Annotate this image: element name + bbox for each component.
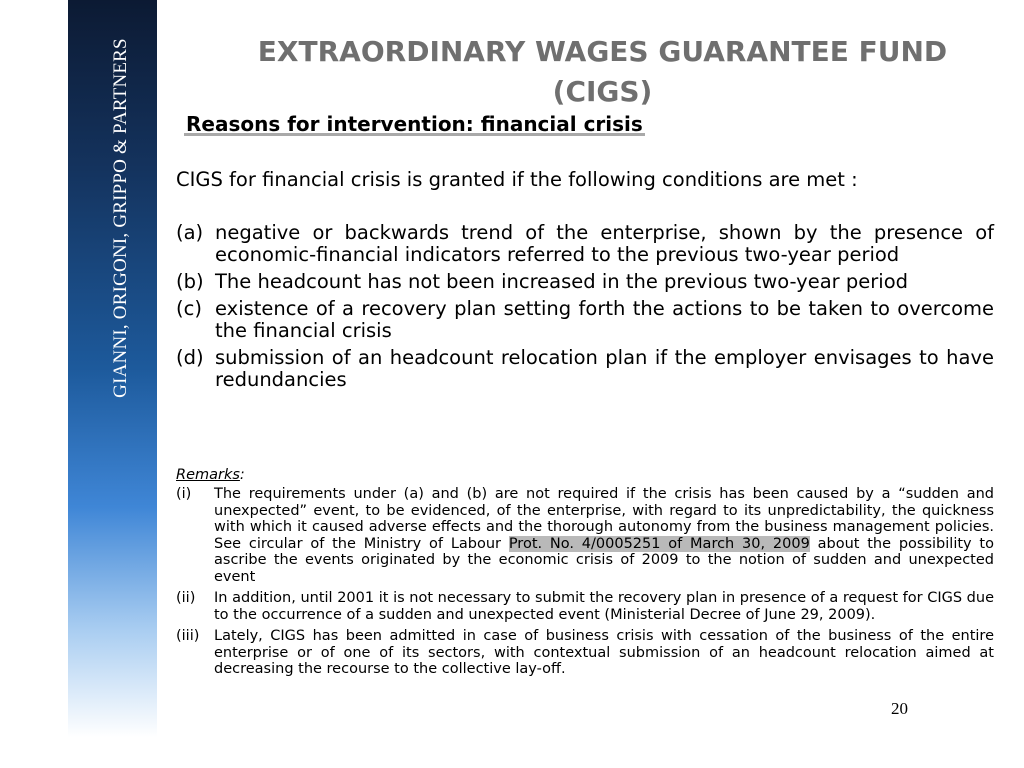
condition-marker: (d) (176, 346, 204, 369)
slide-subtitle: Reasons for intervention: financial crisis (186, 112, 643, 136)
remarks-heading (176, 465, 245, 485)
title-line-1: EXTRAORDINARY WAGES GUARANTEE FUND (257, 35, 948, 68)
sidebar-firm-name (110, 38, 131, 398)
remark-text-after: about the possibility to ascribe the events originated by the economic crisis of 2009 to the notion of sudden and unexpected event (214, 535, 994, 585)
remark-text: In addition, until 2001 it is not necessary to submit the recovery plan in presence of a request for CIGS due to the occurrence of a sudden and unexpected event (Ministerial Decree of June 29, 2009). (214, 590, 994, 623)
condition-marker: (a) (176, 221, 204, 244)
remark-item-iii (176, 628, 994, 678)
remark-item-ii (176, 590, 994, 623)
title-line-2: (CIGS) (552, 75, 653, 108)
firm-name-text: GIANNI, ORIGONI, GRIPPO & PARTNERS (110, 38, 131, 398)
remark-text: Lately, CIGS has been admitted in case of business crisis with cessation of the business of the entire enterprise or of one of its sectors, with contextual submission of an headcount relocation aimed at decreasing the recourse to the collective lay-off. (214, 628, 994, 677)
condition-text: existence of a recovery plan setting forth the actions to be taken to overcome the financial crisis (215, 297, 994, 342)
remark-item-i (176, 486, 994, 585)
condition-text: negative or backwards trend of the enterprise, shown by the presence of economic-financial indicators referred to the previous two-year period (215, 221, 994, 266)
conditions-list (176, 222, 994, 396)
intro-text: CIGS for financial crisis is granted if the following conditions are met : (176, 168, 858, 191)
condition-item-a (176, 222, 994, 266)
remark-marker: (i) (176, 486, 192, 502)
condition-item-c (176, 298, 994, 342)
remarks-list (176, 486, 994, 683)
condition-marker: (b) (176, 270, 204, 293)
remarks-label: Remarks (176, 467, 240, 483)
circular-reference-highlight: Prot. No. 4/0005251 of March 30, 2009 (508, 535, 810, 552)
condition-text: The headcount has not been increased in the previous two-year period (215, 270, 909, 293)
condition-item-b (176, 271, 994, 293)
remark-text (214, 486, 994, 585)
condition-item-d (176, 347, 994, 391)
remark-marker: (iii) (176, 628, 200, 644)
remarks-colon: : (239, 467, 245, 483)
remark-marker: (ii) (176, 590, 196, 606)
remark-text-before: The requirements under (a) and (b) are not required if the crisis has been caused by a “sudden and unexpected” event, to be evidenced, of the enterprise, with regard to its unpredictability, the quickness with which it caused adverse effects and the thorough autonomy from the business management policies. See circular of the Ministry of Labour (214, 486, 994, 552)
page-number: 20 (891, 699, 908, 718)
condition-text: submission of an headcount relocation plan if the employer envisages to have redundancies (215, 346, 994, 391)
slide-title (205, 32, 1000, 112)
condition-marker: (c) (176, 297, 202, 320)
